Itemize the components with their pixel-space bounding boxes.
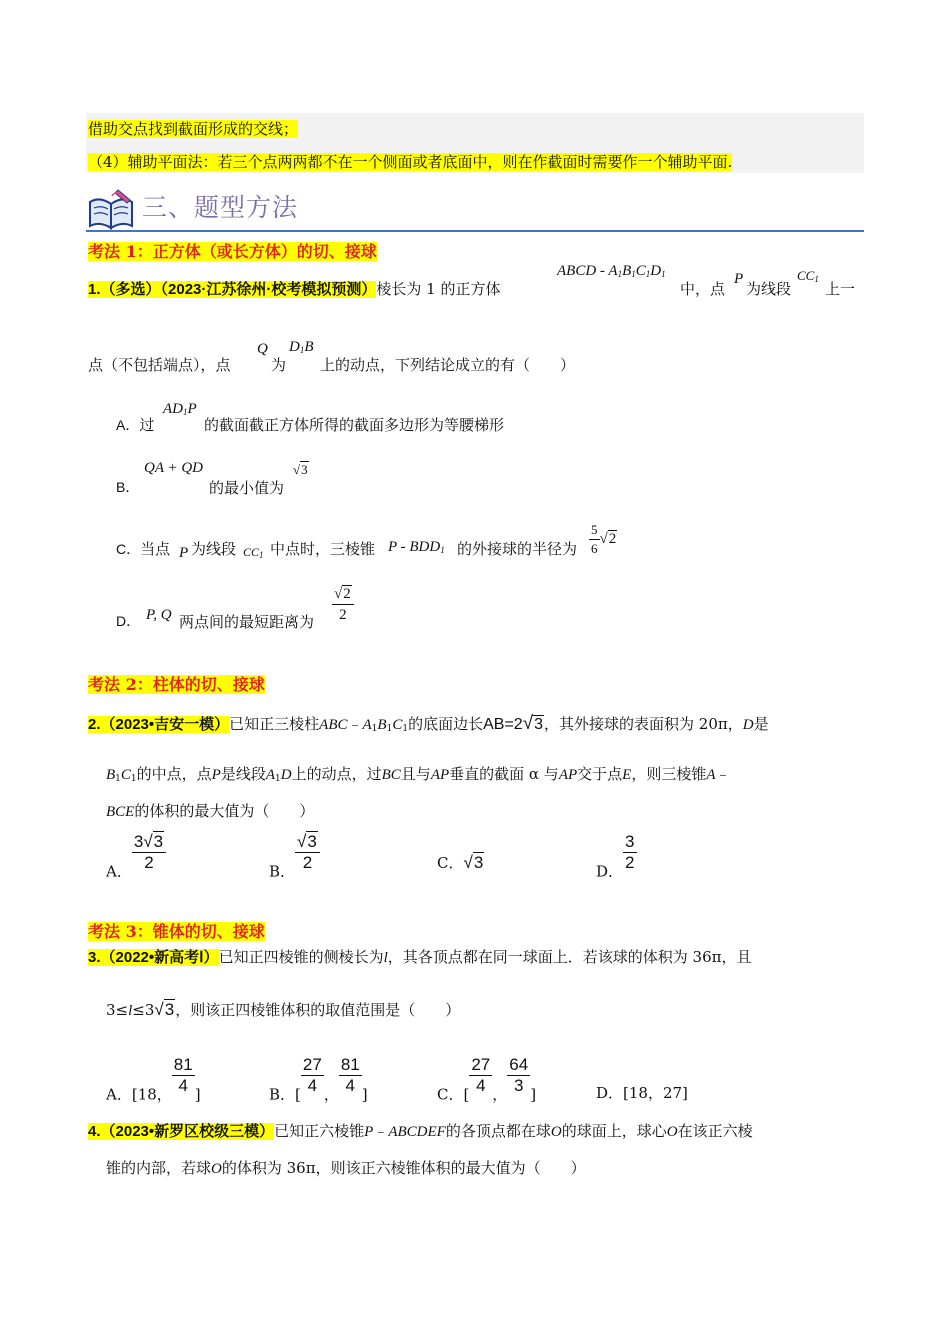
- question-2-line-1: 2.（2023•吉安一模）已知正三棱柱$ABC﹣A_1B_1C_1$的底面边长AB=2√3，其外接球的表面积为 20π，D是: [88, 713, 769, 734]
- q1-option-d-value: $\frac{√2}{2}$: [332, 584, 354, 625]
- question-1-line-1c: 为线段: [746, 280, 792, 298]
- q1-option-a-text: 的截面截正方体所得的截面多边形为等腰梯形: [204, 416, 505, 434]
- q1-option-d-text: 两点间的最短距离为: [179, 613, 315, 631]
- section-underline: [86, 230, 864, 232]
- q1-cube-name: ABCD - $A_1B_1C_1D_1$: [557, 263, 666, 279]
- q3-option-a[interactable]: A．[18， $\frac{81}{4}$ ]: [106, 1055, 201, 1104]
- question-3-source: （2022•新高考Ⅰ）: [100, 949, 219, 966]
- q1-option-c-text3: 的外接球的半径为: [457, 540, 578, 558]
- q1-option-b-text: 的最小值为: [209, 479, 285, 497]
- question-1-line-2c: 上的动点，下列结论成立的有（ ）: [320, 356, 576, 374]
- question-1-line-1b: 中，点: [680, 280, 726, 298]
- q1-option-b-value: √3: [293, 462, 308, 477]
- q1-segment-d1b: $D_1B$: [289, 339, 314, 355]
- q1-option-b-expr: QA + QD: [144, 460, 204, 476]
- section-title: 三、题型方法: [142, 193, 299, 222]
- q1-option-d[interactable]: D．: [116, 613, 141, 629]
- question-1-line-1: 1.（多选）（2023·江苏徐州·校考模拟预测）棱长为 1 的正方体: [88, 280, 501, 298]
- question-3-line-2: 3≤l≤3√3，则该正四棱锥体积的取值范围是（ ）: [106, 1000, 461, 1019]
- q1-option-c[interactable]: C．当点: [116, 540, 171, 558]
- q3-option-d[interactable]: D．[18，27]: [596, 1084, 688, 1102]
- q1-option-c-value: $\frac{5}{6}$ √2: [591, 522, 617, 556]
- q1-option-c-text2: 中点时，三棱锥: [270, 540, 376, 558]
- q1-option-d-points: P, Q: [146, 607, 172, 623]
- question-2-source: （2023•吉安一模）: [100, 716, 230, 733]
- section-header: [86, 186, 864, 232]
- q1-option-c-pyramid: P - $BDD_1$: [388, 539, 445, 555]
- q1-option-c-text1: 为线段: [191, 540, 237, 558]
- question-1-line-2: 点（不包括端点），点: [88, 356, 231, 374]
- question-1-line-1d: 上一: [825, 280, 856, 298]
- question-4-line-2: 锥的内部，若球O的体积为 36π，则该正六棱锥体积的最大值为（ ）: [106, 1159, 586, 1177]
- question-1-source: （多选）（2023·江苏徐州·校考模拟预测）: [100, 281, 377, 298]
- question-3-line-1: 3.（2022•新高考Ⅰ）已知正四棱锥的侧棱长为l，其各顶点都在同一球面上．若该球的体积为 36π，且: [88, 948, 752, 966]
- question-4-line-1: 4.（2023•新罗区校级三模）已知正六棱锥P﹣ABCDEF的各顶点都在球O的球面上，球心O在该正六棱: [88, 1122, 753, 1140]
- question-2-line-3: BCE的体积的最大值为（ ）: [106, 802, 315, 820]
- q1-segment-cc1: $CC_1$: [797, 268, 819, 284]
- method-1-title: 考法 1：正方体（或长方体）的切、接球: [88, 242, 377, 261]
- method-2-title: 考法 2：柱体的切、接球: [88, 675, 265, 694]
- question-1-line-2b: 为: [271, 356, 287, 374]
- q1-point-q: Q: [257, 341, 268, 357]
- q3-option-c[interactable]: C．[ $\frac{27}{4}$ ， $\frac{64}{3}$ ]: [437, 1055, 537, 1104]
- method-3-title: 考法 3：锥体的切、接球: [88, 922, 265, 941]
- summary-line-1: 借助交点找到截面形成的交线；: [88, 120, 299, 138]
- q1-option-b[interactable]: B．: [116, 479, 140, 495]
- q2-option-d[interactable]: D． $\frac{3}{2}$: [596, 832, 635, 881]
- question-2-line-2: $B_1C_1$的中点，点P是线段$A_1D$上的动点，过BC且与AP垂直的截面 α 与AP交于点E，则三棱锥A﹣: [106, 765, 731, 784]
- q1-option-c-cc1: $CC_1$: [243, 545, 264, 560]
- question-4-source: （2023•新罗区校级三模）: [100, 1123, 275, 1140]
- q1-option-c-p: P: [179, 545, 189, 561]
- q2-option-b[interactable]: B． $\frac{√3}{2}$: [269, 832, 320, 882]
- q3-option-b[interactable]: B．[ $\frac{27}{4}$ ， $\frac{81}{4}$ ]: [269, 1055, 368, 1104]
- q1-point-p: P: [734, 271, 744, 287]
- q1-option-a-plane: $AD_1P$: [163, 401, 197, 417]
- q1-option-a[interactable]: A．过: [116, 416, 155, 434]
- open-book-icon: [86, 188, 136, 232]
- q2-option-c[interactable]: C．√3: [437, 853, 484, 872]
- summary-line-2: （4）辅助平面法：若三个点两两都不在一个侧面或者底面中，则在作截面时需要作一个辅助平面.: [88, 153, 733, 171]
- q2-option-a[interactable]: A． $\frac{3√3}{2}$: [106, 832, 166, 882]
